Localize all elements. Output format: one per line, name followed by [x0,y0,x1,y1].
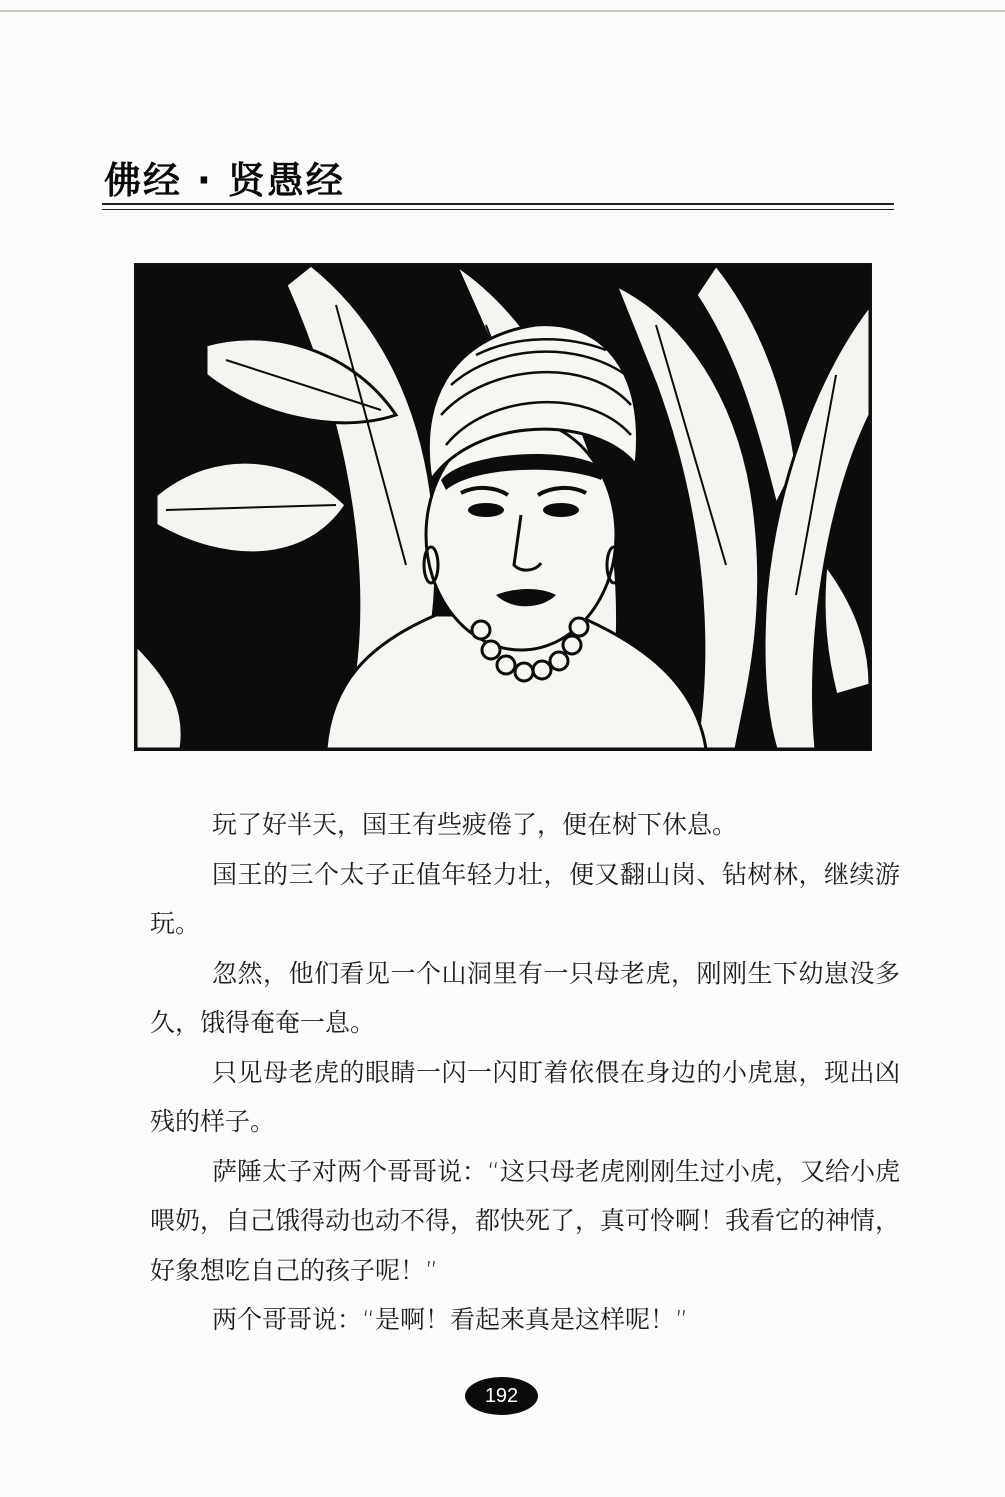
page-header-title: 佛经 · 贤愚经 [104,159,345,202]
page-number: 192 [465,1377,538,1415]
header-rule-thick [102,203,894,205]
paragraph: 玩了好半天，国王有些疲倦了，便在树下休息。 [212,810,738,839]
paragraph: 只见母老虎的眼睛一闪一闪盯着依偎在身边的小虎崽，现出凶残的样子。 [150,1057,900,1136]
paragraph: 国王的三个太子正值年轻力壮，便又翻山岗、钻树林，继续游玩。 [150,859,900,938]
body-text [150,800,900,1345]
paragraph: 萨陲太子对两个哥哥说：“这只母老虎刚刚生过小虎，又给小虎喂奶，自己饿得动也动不得，都快死了，真可怜啊！我看它的神情，好象想吃自己的孩子呢！” [150,1156,901,1285]
paragraph: 忽然，他们看见一个山洞里有一只母老虎，刚刚生下幼崽没多久，饿得奄奄一息。 [150,958,900,1037]
illustration [134,263,872,751]
top-edge-line [0,10,1005,12]
woodcut-illustration-icon [136,265,870,749]
paragraph: 两个哥哥说：“是啊！看起来真是这样呢！” [212,1305,688,1334]
header-rule-thin [102,209,894,210]
